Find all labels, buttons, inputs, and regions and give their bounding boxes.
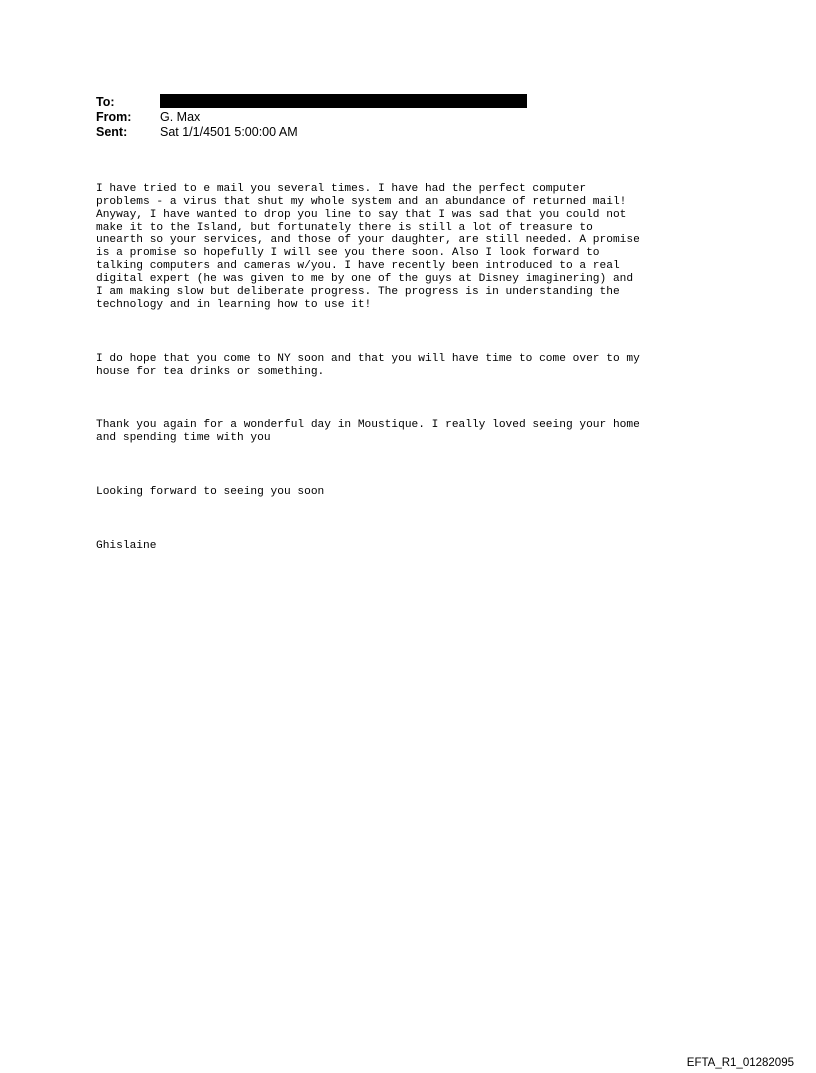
to-label: To:: [96, 95, 115, 109]
from-row: [96, 110, 527, 125]
sent-row: [96, 125, 527, 140]
to-row: [96, 95, 527, 110]
email-header: [96, 95, 527, 140]
body-paragraph: I do hope that you come to NY soon and that you will have time to come over to my house for tea drinks or something.: [96, 352, 640, 378]
document-id: EFTA_R1_01282095: [686, 1057, 794, 1069]
email-body: [96, 157, 736, 580]
from-label: From:: [96, 110, 132, 124]
body-paragraph: I have tried to e mail you several times. I have had the perfect computer problems - a virus that shut my whole system and an abundance of returned mail! Anyway, I have wanted to drop you line to say that I was sad that you could not make it to the Island, but fortunately there is still a lot of treasure to unearth so your services, and those of your daughter, are still needed. A promise is a promise so hopefully I will see you there soon. Also I look forward to talking computers and cameras w/you. I have recently been introduced to a real digital expert (he was given to me by one of the guys at Disney imaginering) and I am making slow but deliberate progress. The progress is in understanding the technology and in learning how to use it!: [96, 182, 640, 311]
to-value: [160, 95, 527, 110]
signature: Ghislaine: [96, 539, 157, 552]
body-paragraph: Looking forward to seeing you soon: [96, 485, 325, 498]
from-value: G. Max: [160, 110, 201, 124]
sent-value: Sat 1/1/4501 5:00:00 AM: [160, 125, 298, 139]
redaction-block: [160, 94, 527, 108]
body-paragraph: Thank you again for a wonderful day in Moustique. I really loved seeing your home and spending time with you: [96, 419, 640, 445]
sent-label: Sent:: [96, 125, 128, 139]
